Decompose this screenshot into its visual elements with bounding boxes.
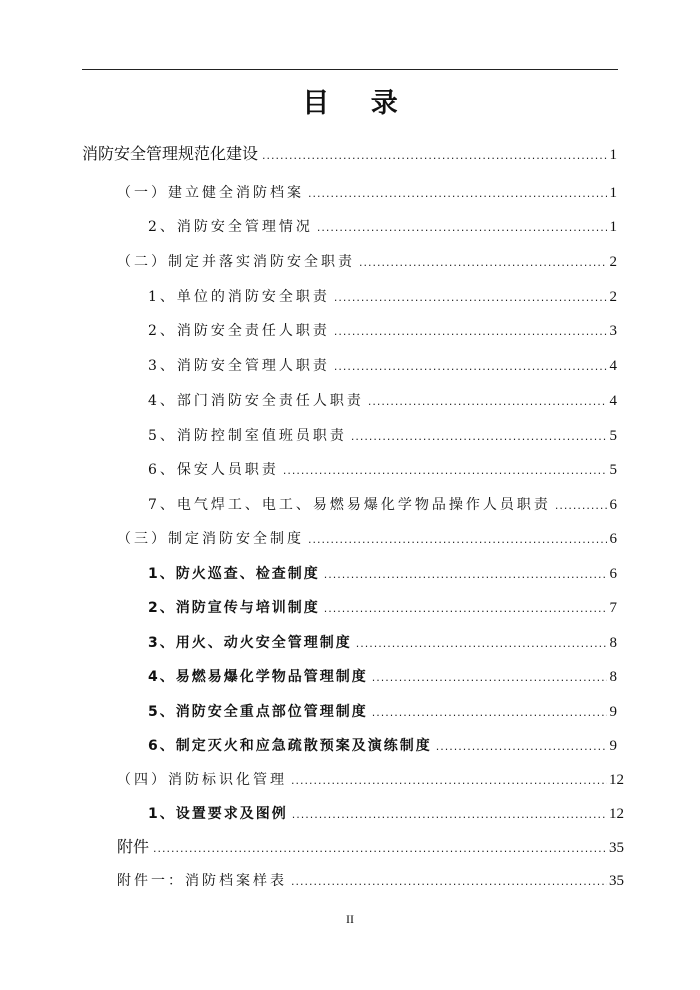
dot-leader bbox=[324, 562, 607, 588]
toc-entry-page: 6 bbox=[609, 497, 617, 513]
toc-entry-label: 4、部门消防安全责任人职责 bbox=[148, 393, 364, 409]
toc-entry[interactable] bbox=[148, 388, 617, 414]
dot-leader bbox=[283, 458, 607, 484]
toc-entry-label: 附件一：消防档案样表 bbox=[117, 873, 287, 889]
toc-entry[interactable] bbox=[117, 249, 617, 275]
toc-entry[interactable] bbox=[117, 868, 624, 894]
toc-entry-page: 1 bbox=[609, 219, 617, 235]
toc-entry[interactable] bbox=[148, 595, 617, 621]
toc-entry-label: 2、消防安全管理情况 bbox=[148, 219, 313, 235]
toc-entry[interactable] bbox=[117, 834, 624, 860]
toc-entry-page: 4 bbox=[609, 358, 617, 374]
toc-entry[interactable] bbox=[148, 457, 617, 483]
toc-entry[interactable] bbox=[117, 180, 617, 206]
toc-entry-page: 8 bbox=[609, 669, 617, 685]
toc-entry-label: 附件 bbox=[117, 837, 150, 856]
dot-leader bbox=[334, 354, 607, 380]
toc-entry-page: 5 bbox=[609, 428, 617, 444]
dot-leader bbox=[436, 734, 607, 760]
dot-leader bbox=[291, 869, 607, 895]
dot-leader bbox=[359, 250, 607, 276]
toc-entry-page: 12 bbox=[609, 772, 624, 788]
dot-leader bbox=[334, 285, 607, 311]
dot-leader bbox=[317, 215, 607, 241]
dot-leader bbox=[262, 143, 607, 169]
page-title: 目 录 bbox=[302, 88, 414, 119]
toc-entry-page: 2 bbox=[609, 254, 617, 270]
toc-entry[interactable] bbox=[148, 318, 617, 344]
toc-entry-label: 5、消防控制室值班员职责 bbox=[148, 428, 347, 444]
toc-entry-label: 1、单位的消防安全职责 bbox=[148, 289, 330, 305]
dot-leader bbox=[324, 596, 607, 622]
toc-entry-page: 6 bbox=[609, 531, 617, 547]
toc-entry-page: 4 bbox=[609, 393, 617, 409]
toc-entry-label: 2、消防安全责任人职责 bbox=[148, 323, 330, 339]
toc-entry-page: 8 bbox=[609, 635, 617, 651]
toc-entry-label: 1、设置要求及图例 bbox=[148, 806, 288, 822]
dot-leader bbox=[372, 700, 607, 726]
toc-entry-label: 3、用火、动火安全管理制度 bbox=[148, 635, 352, 651]
toc-entry-label: （二）制定并落实消防安全职责 bbox=[117, 254, 355, 270]
toc-entry-label: 4、易燃易爆化学物品管理制度 bbox=[148, 669, 368, 685]
toc-entry-page: 1 bbox=[609, 185, 617, 201]
toc-entry-page: 35 bbox=[609, 840, 624, 856]
toc-entry[interactable] bbox=[148, 423, 617, 449]
toc-entry[interactable] bbox=[148, 630, 617, 656]
toc-entry[interactable] bbox=[148, 699, 617, 725]
toc-entry[interactable] bbox=[148, 353, 617, 379]
toc-entry-page: 6 bbox=[609, 566, 617, 582]
toc-entry-page: 5 bbox=[609, 462, 617, 478]
toc-entry-label: 6、制定灭火和应急疏散预案及演练制度 bbox=[148, 738, 432, 754]
toc-entry[interactable] bbox=[148, 492, 617, 518]
toc-entry-page: 35 bbox=[609, 873, 624, 889]
toc-entry-page: 2 bbox=[609, 289, 617, 305]
toc-entry-page: 9 bbox=[609, 738, 617, 754]
toc-entry-label: 1、防火巡查、检查制度 bbox=[148, 566, 320, 582]
toc-entry-page: 3 bbox=[609, 323, 617, 339]
toc-entry[interactable] bbox=[82, 141, 617, 167]
dot-leader bbox=[351, 424, 607, 450]
toc-entry-page: 9 bbox=[609, 704, 617, 720]
toc-entry-label: 3、消防安全管理人职责 bbox=[148, 358, 330, 374]
toc-entry[interactable] bbox=[148, 733, 617, 759]
footer-page-number: II bbox=[346, 912, 354, 926]
toc-entry-page: 1 bbox=[609, 147, 617, 163]
toc-entry[interactable] bbox=[148, 214, 617, 240]
toc-entry-label: 7、电气焊工、电工、易燃易爆化学物品操作人员职责 bbox=[148, 497, 551, 513]
toc-entry-page: 12 bbox=[609, 806, 624, 822]
toc-entry[interactable] bbox=[117, 526, 617, 552]
toc-entry-label: 2、消防宣传与培训制度 bbox=[148, 600, 320, 616]
toc-entry-label: （一）建立健全消防档案 bbox=[117, 185, 304, 201]
toc-entry[interactable] bbox=[148, 801, 624, 827]
toc-entry-label: （四）消防标识化管理 bbox=[117, 772, 287, 788]
dot-leader bbox=[356, 631, 607, 657]
dot-leader bbox=[308, 527, 607, 553]
dot-leader bbox=[308, 181, 607, 207]
toc-entry-label: 5、消防安全重点部位管理制度 bbox=[148, 704, 368, 720]
dot-leader bbox=[153, 836, 607, 862]
dot-leader bbox=[291, 768, 607, 794]
toc-entry[interactable] bbox=[117, 767, 624, 793]
toc-entry[interactable] bbox=[148, 561, 617, 587]
toc-entry[interactable] bbox=[148, 664, 617, 690]
toc-entry-label: 6、保安人员职责 bbox=[148, 462, 279, 478]
toc-entry-label: 消防安全管理规范化建设 bbox=[82, 144, 259, 163]
toc-entry-label: （三）制定消防安全制度 bbox=[117, 531, 304, 547]
dot-leader bbox=[292, 802, 607, 828]
toc-entry[interactable] bbox=[148, 284, 617, 310]
toc-entry-page: 7 bbox=[609, 600, 617, 616]
dot-leader bbox=[368, 389, 607, 415]
dot-leader bbox=[372, 665, 607, 691]
dot-leader bbox=[334, 319, 607, 345]
dot-leader bbox=[555, 493, 607, 519]
